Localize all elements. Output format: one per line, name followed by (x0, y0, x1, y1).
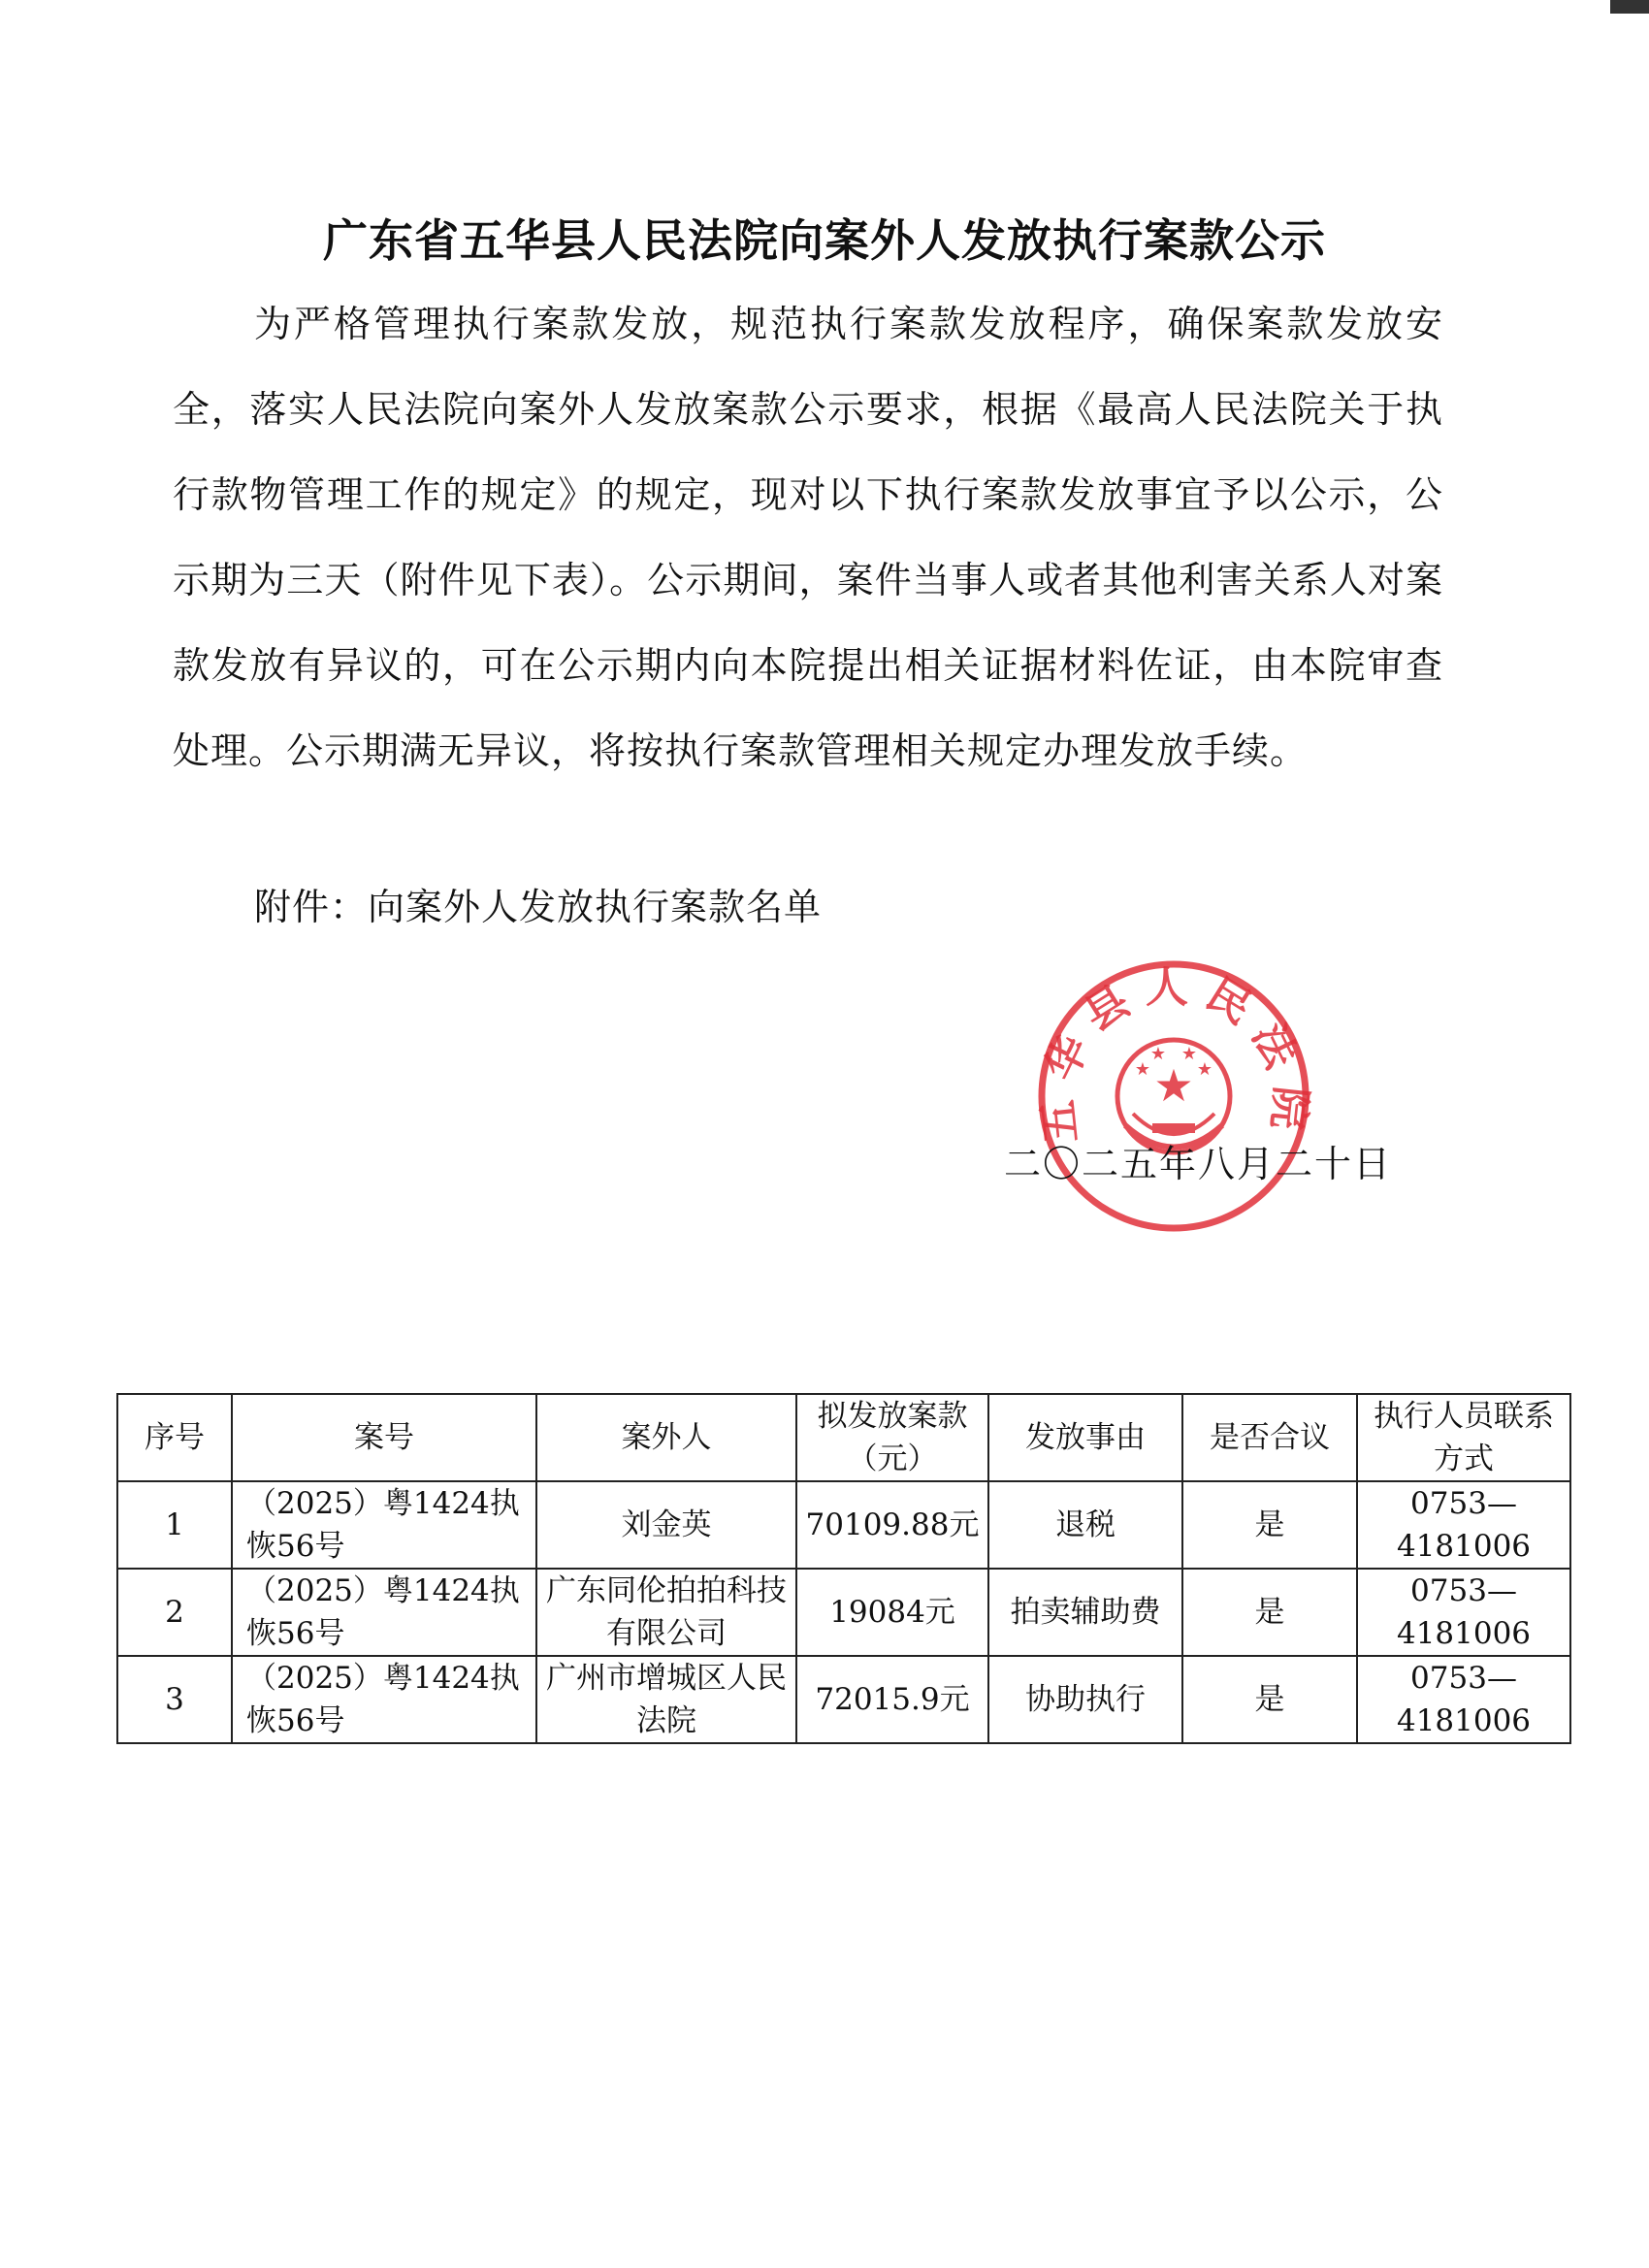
svg-text:★: ★ (1196, 1059, 1213, 1080)
court-seal (1028, 951, 1319, 1242)
header-index: 序号 (117, 1394, 232, 1481)
cell-compliant: 是 (1182, 1569, 1357, 1656)
scan-edge-mark (1610, 0, 1649, 14)
table-header-row (117, 1394, 1570, 1481)
header-case-no: 案号 (232, 1394, 536, 1481)
cell-index: 1 (117, 1481, 232, 1569)
cell-amount: 70109.88元 (796, 1481, 988, 1569)
notice-date: 二〇二五年八月二十日 (1004, 1143, 1393, 1185)
cell-reason: 拍卖辅助费 (988, 1569, 1182, 1656)
header-amount: 拟发放案款（元） (796, 1394, 988, 1481)
cell-index: 2 (117, 1569, 232, 1656)
table-row (117, 1569, 1570, 1656)
cell-contact: 0753—4181006 (1357, 1656, 1570, 1743)
cell-amount: 72015.9元 (796, 1656, 988, 1743)
cell-case-no: （2025）粤1424执恢56号 (232, 1656, 536, 1743)
svg-text:★: ★ (1153, 1059, 1194, 1112)
cell-case-no: （2025）粤1424执恢56号 (232, 1569, 536, 1656)
cell-contact: 0753—4181006 (1357, 1481, 1570, 1569)
header-party: 案外人 (536, 1394, 796, 1481)
header-contact: 执行人员联系方式 (1357, 1394, 1570, 1481)
cell-party: 广东同伦拍拍科技有限公司 (536, 1569, 796, 1656)
svg-text:★: ★ (1134, 1059, 1151, 1080)
cell-reason: 退税 (988, 1481, 1182, 1569)
cell-reason: 协助执行 (988, 1656, 1182, 1743)
svg-text:★: ★ (1149, 1044, 1167, 1064)
table-row (117, 1481, 1570, 1569)
cell-compliant: 是 (1182, 1481, 1357, 1569)
cell-index: 3 (117, 1656, 232, 1743)
notice-title: 广东省五华县人民法院向案外人发放执行案款公示 (323, 214, 1326, 267)
header-compliant: 是否合议 (1182, 1394, 1357, 1481)
cell-party: 广州市增城区人民法院 (536, 1656, 796, 1743)
cell-contact: 0753—4181006 (1357, 1569, 1570, 1656)
attachment-note: 附件：向案外人发放执行案款名单 (254, 886, 823, 928)
notice-body: 为严格管理执行案款发放，规范执行案款发放程序，确保案款发放安全，落实人民法院向案外人发放案款公示要求，根据《最高人民法院关于执行款物管理工作的规定》的规定，现对以下执行案款发放事宜予以公示，公示期为三天（附件见下表）。公示期间，案件当事人或者其他利害关系人对案款发放有异议的，可在公示期内向本院提出相关证据材料佐证，由本院审查处理。公示期满无异议，将按执行案款管理相关规定办理发放手续。 (173, 303, 1443, 772)
seal-text (1032, 963, 1315, 1146)
cell-case-no: （2025）粤1424执恢56号 (232, 1481, 536, 1569)
cell-amount: 19084元 (796, 1569, 988, 1656)
svg-text:★: ★ (1180, 1044, 1198, 1064)
cell-compliant: 是 (1182, 1656, 1357, 1743)
cell-party: 刘金英 (536, 1481, 796, 1569)
header-reason: 发放事由 (988, 1394, 1182, 1481)
payout-table (116, 1393, 1571, 1744)
table-row (117, 1656, 1570, 1743)
seal-text-path: 五华县人民法院 (1031, 962, 1316, 1146)
